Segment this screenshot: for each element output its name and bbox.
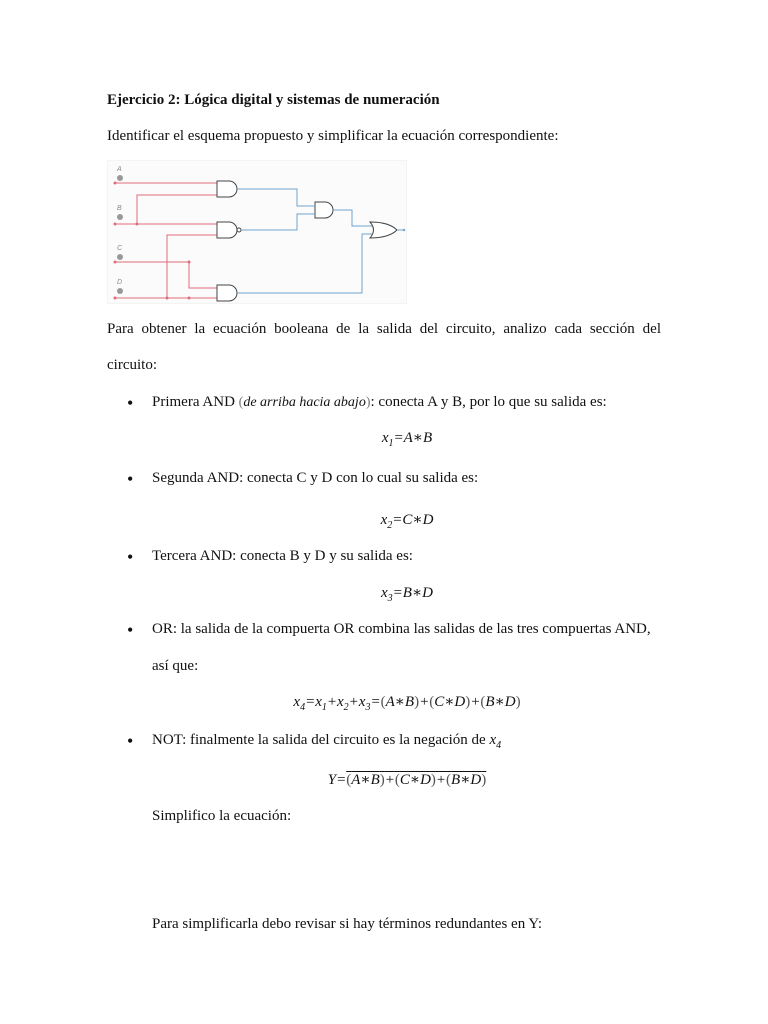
intro-text: Identificar el esquema propuesto y simplificar la ecuación correspondiente: (107, 128, 559, 144)
input-switch-a (117, 175, 123, 181)
input-label-c: C (117, 245, 123, 252)
input-switch-d (117, 288, 123, 294)
bullet-dot: • (127, 620, 134, 640)
bullet-dot: • (127, 469, 134, 489)
equation-y: Y=(A∗B)+(C∗D)+(B∗D) (327, 772, 487, 788)
paragraph-line-1: Para obtener la ecuación booleana de la salida del circuito, analizo cada sección del (107, 321, 661, 337)
paragraph-line-2: circuito: (107, 357, 157, 373)
redundant-terms-text: Para simplificarla debo revisar si hay términos redundantes en Y: (152, 916, 543, 932)
bullet-1-text: Primera AND (de arriba hacia abajo): conecta A y B, por lo que su salida es: (152, 394, 607, 410)
equation-x4: $x_4=x_1+x_2+x_3=(A∗B)+(C∗D)+(B∗D)$ (293, 694, 521, 713)
and-gate-3 (217, 285, 237, 301)
and-gate-2 (217, 222, 237, 238)
equation-x3: $x_3=B∗D$ (381, 585, 433, 604)
bullet-dot: • (127, 393, 134, 413)
input-switch-b (117, 214, 123, 220)
bullet-4-text-line-1: OR: la salida de la compuerta OR combina las salidas de las tres compuertas AND, (152, 621, 651, 637)
input-switch-c (117, 254, 123, 260)
input-label-b: B (117, 205, 122, 212)
input-label-d: D (117, 279, 123, 286)
simplify-text: Simplifico la ecuación: (152, 808, 292, 824)
logic-circuit-diagram (107, 160, 407, 304)
bullet-2-text: Segunda AND: conecta C y D con lo cual su salida es: (152, 470, 479, 486)
exercise-title: Ejercicio 2: Lógica digital y sistemas de numeración (107, 92, 440, 108)
input-label-a: A (117, 166, 122, 173)
bullet-5-text: NOT: finalmente la salida del circuito es la negación de $x_4$ (152, 732, 502, 751)
negation-bubble-and-2 (237, 228, 241, 232)
and-gate-1 (217, 181, 237, 197)
and-gate-mid (315, 202, 333, 218)
equation-x2: $x_2=C∗D$ (380, 512, 434, 531)
equation-x1: $x_1=A∗B$ (381, 430, 433, 449)
bullet-4-text-line-2: así que: (152, 658, 199, 674)
output-node (403, 229, 405, 231)
bullet-dot: • (127, 547, 134, 567)
bullet-dot: • (127, 731, 134, 751)
bullet-3-text: Tercera AND: conecta B y D y su salida es: (152, 548, 413, 564)
